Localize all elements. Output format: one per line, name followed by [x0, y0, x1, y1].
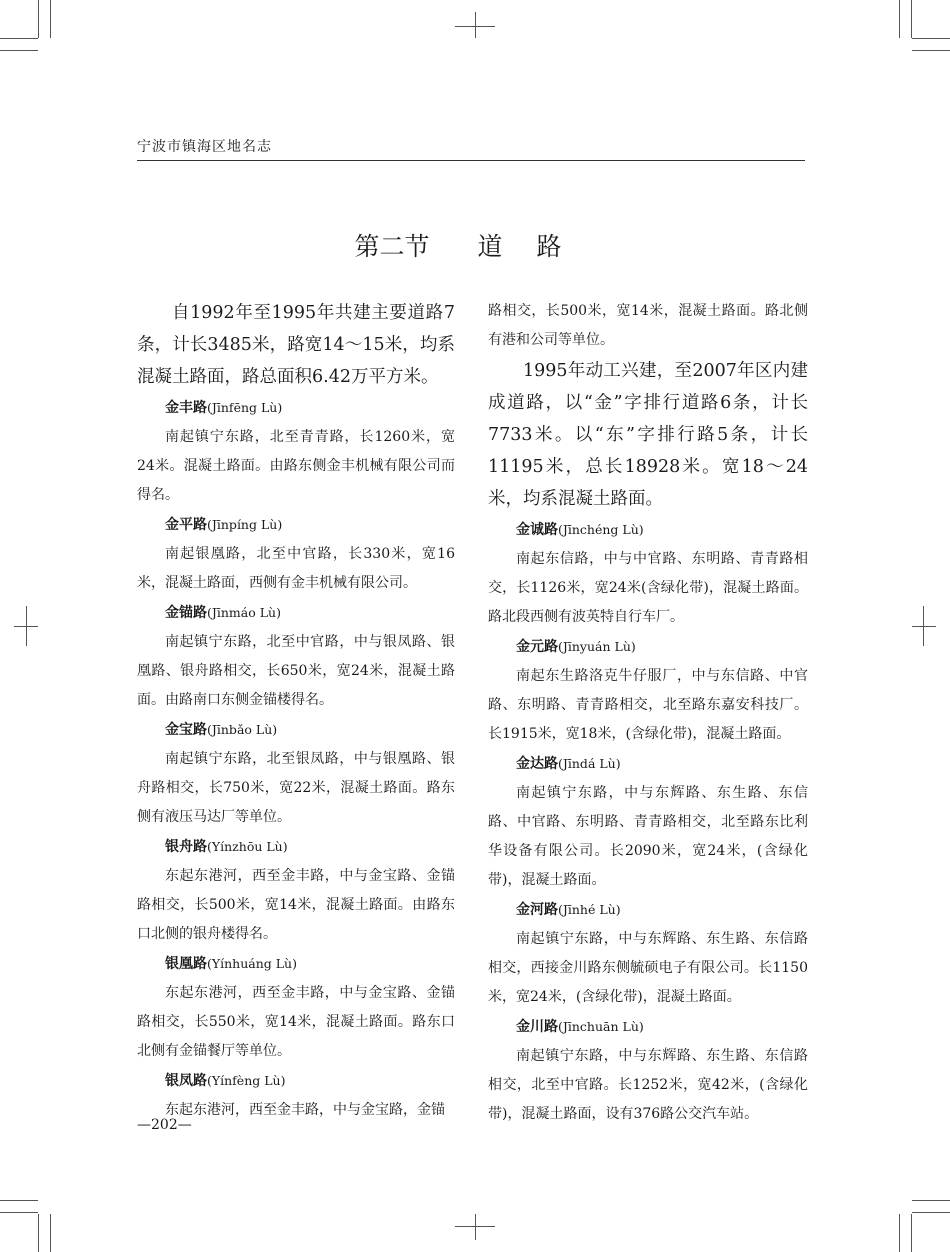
crop-mark — [899, 1214, 900, 1252]
registration-mark — [923, 606, 924, 646]
entry-text: 南起镇宁东路，北至银凤路，中与银凰路、银舟路相交，长750米，宽22米，混凝土路面。路东侧有液压马达厂等单位。 — [137, 751, 455, 825]
entry-title — [488, 632, 808, 662]
crop-mark — [911, 0, 912, 38]
section-name: 道路 — [477, 232, 596, 261]
entry-text: 南起东生路洛克牛仔服厂，中与东信路、中官路、东明路、青青路相交，北至路东嘉安科技厂。长1915米，宽18米，(含绿化带)，混凝土路面。 — [488, 668, 808, 742]
intro-paragraph: 1995年动工兴建，至2007年区内建成道路，以“金”字排行道路6条，计长7733米。以“东”字排行路5条，计长11195米，总长18928米。宽18～24米，均系混凝土路面。 — [488, 361, 808, 509]
road-name: 金河路 — [516, 902, 558, 918]
crop-mark — [50, 1214, 51, 1252]
entry-title — [137, 510, 455, 540]
road-pinyin: (Jīnyuán Lù) — [558, 639, 636, 654]
registration-mark — [26, 606, 27, 646]
entry-text: 东起东港河，西至金丰路，中与金宝路、金锚路相交，长550米，宽14米，混凝土路面。路东口北侧有金锚餐厅等单位。 — [137, 985, 455, 1059]
road-pinyin: (Jīnmáo Lù) — [207, 605, 281, 620]
entry-text: 南起银凰路，北至中官路，长330米，宽16米，混凝土路面，西侧有金丰机械有限公司。 — [137, 546, 455, 591]
registration-mark — [475, 12, 476, 38]
crop-mark — [912, 1200, 950, 1201]
road-name: 金元路 — [516, 639, 558, 655]
right-column — [488, 297, 808, 1129]
road-pinyin: (Jīnhé Lù) — [558, 902, 621, 917]
crop-mark — [0, 38, 38, 39]
entry-title — [137, 393, 455, 423]
entry-text: 南起镇宁东路，中与东辉路、东生路、东信路、中官路、东明路、青青路相交，北至路东比利华设备有限公司。长2090米，宽24米，(含绿化带)，混凝土路面。 — [488, 785, 808, 888]
crop-mark — [912, 50, 950, 51]
road-pinyin: (Jīnfēng Lù) — [207, 400, 283, 415]
road-pinyin: (Jīnchuān Lù) — [558, 1019, 644, 1034]
entry-text: 南起镇宁东路，中与东辉路、东生路、东信路相交，北至中官路。长1252米，宽42米，(含绿化带)，混凝土路面，设有376路公交汽车站。 — [488, 1048, 808, 1122]
road-name: 金锚路 — [165, 605, 207, 621]
road-pinyin: (Jīndá Lù) — [558, 756, 621, 771]
road-pinyin: (Yínhuáng Lù) — [207, 956, 297, 971]
running-header — [137, 136, 805, 161]
entry-text: 南起镇宁东路，北至中官路，中与银凤路、银凰路、银舟路相交，长650米，宽24米，混凝土路面。由路南口东侧金锚楼得名。 — [137, 634, 455, 708]
section-title — [0, 232, 950, 262]
road-name: 银凰路 — [165, 956, 207, 972]
entry-title — [137, 832, 455, 862]
crop-mark — [38, 0, 39, 38]
entry-title — [137, 715, 455, 745]
crop-mark — [912, 1212, 950, 1213]
entry-text: 东起东港河，西至金丰路，中与金宝路，金锚 — [165, 1102, 445, 1118]
entry-title — [488, 515, 808, 545]
entry-text: 东起东港河，西至金丰路，中与金宝路、金锚路相交，长500米，宽14米，混凝土路面。由路东口北侧的银舟楼得名。 — [137, 868, 455, 942]
entry-text: 南起东信路，中与中官路、东明路、青青路相交，长1126米，宽24米(含绿化带)，混凝土路面。路北段西侧有波英特自行车厂。 — [488, 551, 808, 625]
continued-text: 路相交，长500米，宽14米，混凝土路面。路北侧有港和公司等单位。 — [488, 303, 808, 348]
road-name: 金宝路 — [165, 722, 207, 738]
section-number: 第二节 — [354, 232, 430, 261]
crop-mark — [912, 38, 950, 39]
road-name: 金达路 — [516, 756, 558, 772]
road-pinyin: (Jīnchéng Lù) — [558, 522, 644, 537]
road-name: 银凤路 — [165, 1073, 207, 1089]
crop-mark — [911, 1214, 912, 1252]
road-name: 金平路 — [165, 517, 207, 533]
registration-mark — [475, 1214, 476, 1240]
crop-mark — [899, 0, 900, 38]
road-pinyin: (Jīnbǎo Lù) — [207, 722, 278, 737]
crop-mark — [50, 0, 51, 38]
entry-title — [488, 1012, 808, 1042]
entry-title — [488, 749, 808, 779]
left-column — [137, 297, 455, 1125]
crop-mark — [0, 50, 38, 51]
entry-title — [488, 895, 808, 925]
crop-mark — [38, 1214, 39, 1252]
road-name: 金诚路 — [516, 522, 558, 538]
road-pinyin: (Jīnpíng Lù) — [207, 517, 283, 532]
entry-title — [137, 598, 455, 628]
entry-text: 南起镇宁东路，中与东辉路、东生路、东信路相交，西接金川路东侧毓硕电子有限公司。长1150米，宽24米，(含绿化带)，混凝土路面。 — [488, 931, 808, 1005]
road-pinyin: (Yínzhōu Lù) — [207, 839, 288, 854]
road-name: 金川路 — [516, 1019, 558, 1035]
entry-text: 南起镇宁东路，北至青青路，长1260米，宽24米。混凝土路面。由路东侧金丰机械有限公司而得名。 — [137, 429, 455, 503]
registration-mark — [912, 626, 936, 627]
crop-mark — [0, 1212, 38, 1213]
crop-mark — [0, 1200, 38, 1201]
book-title: 宁波市镇海区地名志 — [137, 139, 272, 155]
intro-paragraph: 自1992年至1995年共建主要道路7条，计长3485米，路宽14～15米，均系混凝土路面，路总面积6.42万平方米。 — [137, 303, 455, 387]
entry-title — [137, 949, 455, 979]
page-number: —202— — [137, 1117, 192, 1133]
road-name: 银舟路 — [165, 839, 207, 855]
road-name: 金丰路 — [165, 400, 207, 416]
road-pinyin: (Yínfèng Lù) — [207, 1073, 286, 1088]
entry-title — [137, 1066, 455, 1096]
